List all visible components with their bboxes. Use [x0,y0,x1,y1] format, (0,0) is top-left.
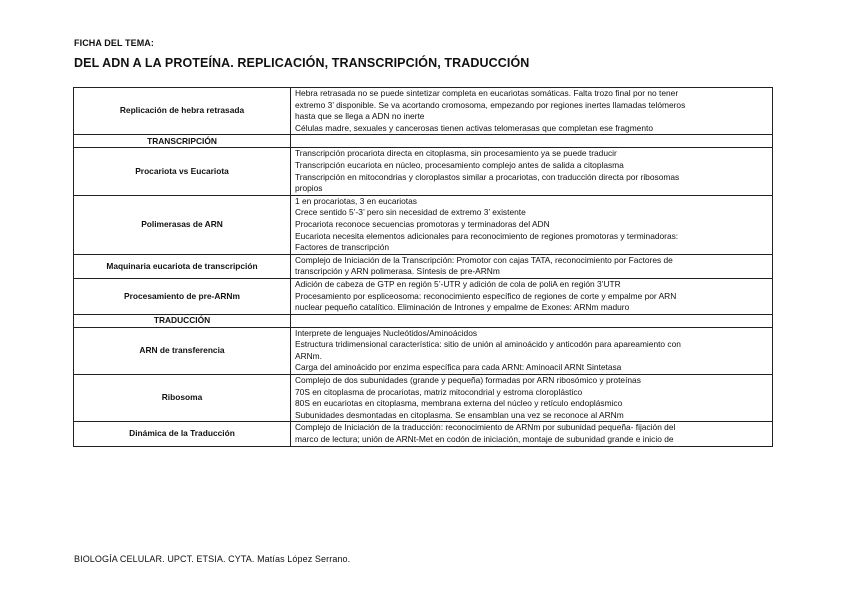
content-line: Factores de transcripción [295,242,390,253]
content-line: Crece sentido 5’-3’ pero sin necesidad de extremo 3’ existente [295,207,526,218]
section-row [74,135,773,148]
topic-table [73,87,773,447]
row-label: Polimerasas de ARN [74,195,291,254]
row-label: Ribosoma [74,375,291,422]
content-line: ARNm. [295,350,322,361]
content-line: Complejo de Iniciación de la Transcripción: Promotor con cajas TATA, reconocimiento por Factores de [295,254,673,265]
table-body [74,88,773,447]
content-line: Estructura tridimensional característica: sitio de unión al aminoácido y anticodón para apareamiento con [295,339,681,350]
row-content [291,254,773,278]
content-line: 1 en procariotas, 3 en eucariotas [295,195,417,206]
row-content [291,195,773,254]
content-line: Carga del aminoácido por enzima específica para cada ARNt: Aminoacil ARNt Sintetasa [295,362,622,373]
row-content [291,88,773,135]
row-content [291,278,773,314]
row-label: ARN de transferencia [74,327,291,374]
content-line: 70S en citoplasma de procariotas, matriz mitocondrial y estroma cloroplástico [295,386,583,397]
table-row [74,327,773,374]
table-row [74,278,773,314]
section-empty-cell [291,314,773,327]
content-line: Interprete de lenguajes Nucleótidos/Aminoácidos [295,327,478,338]
row-label: Procariota vs Eucariota [74,148,291,195]
table-row [74,254,773,278]
section-row [74,314,773,327]
content-line: nuclear pequeño catalítico. Eliminación de Intrones y empalme de Exones: ARNm maduro [295,302,630,313]
table-row [74,148,773,195]
row-label: Replicación de hebra retrasada [74,88,291,135]
row-label: Procesamiento de pre-ARNm [74,278,291,314]
table-row [74,422,773,446]
content-line: 80S en eucariotas en citoplasma, membrana externa del núcleo y retículo endoplásmico [295,398,623,409]
content-line: Células madre, sexuales y cancerosas tienen activas telomerasas que completan ese fragmento [295,122,653,133]
content-line: Transcripción eucariota en núcleo, procesamiento complejo antes de salida a citoplasma [295,159,624,170]
section-heading: TRANSCRIPCIÓN [74,135,291,148]
row-content [291,375,773,422]
content-line: Adición de cabeza de GTP en región 5’-UTR y adición de cola de poliA en región 3’UTR [295,278,621,289]
content-line: Procesamiento por espliceosoma: reconocimiento específico de regiones de corte y empalme por ARN [295,290,677,301]
table-row [74,375,773,422]
row-label: Dinámica de la Traducción [74,422,291,446]
content-line: marco de lectura; unión de ARNt-Met en codón de iniciación, montaje de subunidad grande e inicio de [295,434,674,445]
content-line: transcripción y ARN polimerasa. Síntesis de pre-ARNm [295,266,500,277]
table-row [74,195,773,254]
content-line: propios [295,183,323,194]
content-line: extremo 3’ disponible. Se va acortando cromosoma, empezando por regiones inertes llamadas telómeros [295,99,686,110]
row-label: Maquinaria eucariota de transcripción [74,254,291,278]
section-heading: TRADUCCIÓN [74,314,291,327]
row-content [291,422,773,446]
ficha-label: FICHA DEL TEMA: [74,38,154,48]
content-line: Transcripción en mitocondrias y cloroplastos similar a procariotas, con traducción directa por ribosomas [295,171,680,182]
page-title: DEL ADN A LA PROTEÍNA. REPLICACIÓN, TRANSCRIPCIÓN, TRADUCCIÓN [74,56,530,70]
content-line: Procariota reconoce secuencias promotoras y terminadoras del ADN [295,218,550,229]
table-row [74,88,773,135]
content-line: Eucariota necesita elementos adicionales para reconocimiento de regiones promotoras y terminadoras: [295,230,679,241]
content-line: hasta que se llega a ADN no inerte [295,111,425,122]
content-line: Complejo de Iniciación de la traducción: reconocimiento de ARNm por subunidad pequeña- fijación del [295,422,676,433]
section-empty-cell [291,135,773,148]
row-content [291,148,773,195]
content-line: Complejo de dos subunidades (grande y pequeña) formadas por ARN ribosómico y proteínas [295,375,641,386]
row-content [291,327,773,374]
content-line: Hebra retrasada no se puede sintetizar completa en eucariotas somáticas. Falta trozo final por no tener [295,88,679,98]
content-line: Subunidades desmontadas en citoplasma. Se ensamblan una vez se reconoce al ARNm [295,409,624,420]
footer-credit: BIOLOGÍA CELULAR. UPCT. ETSIA. CYTA. Matías López Serrano. [74,554,351,564]
content-line: Transcripción procariota directa en citoplasma, sin procesamiento ya se puede traducir [295,148,617,159]
